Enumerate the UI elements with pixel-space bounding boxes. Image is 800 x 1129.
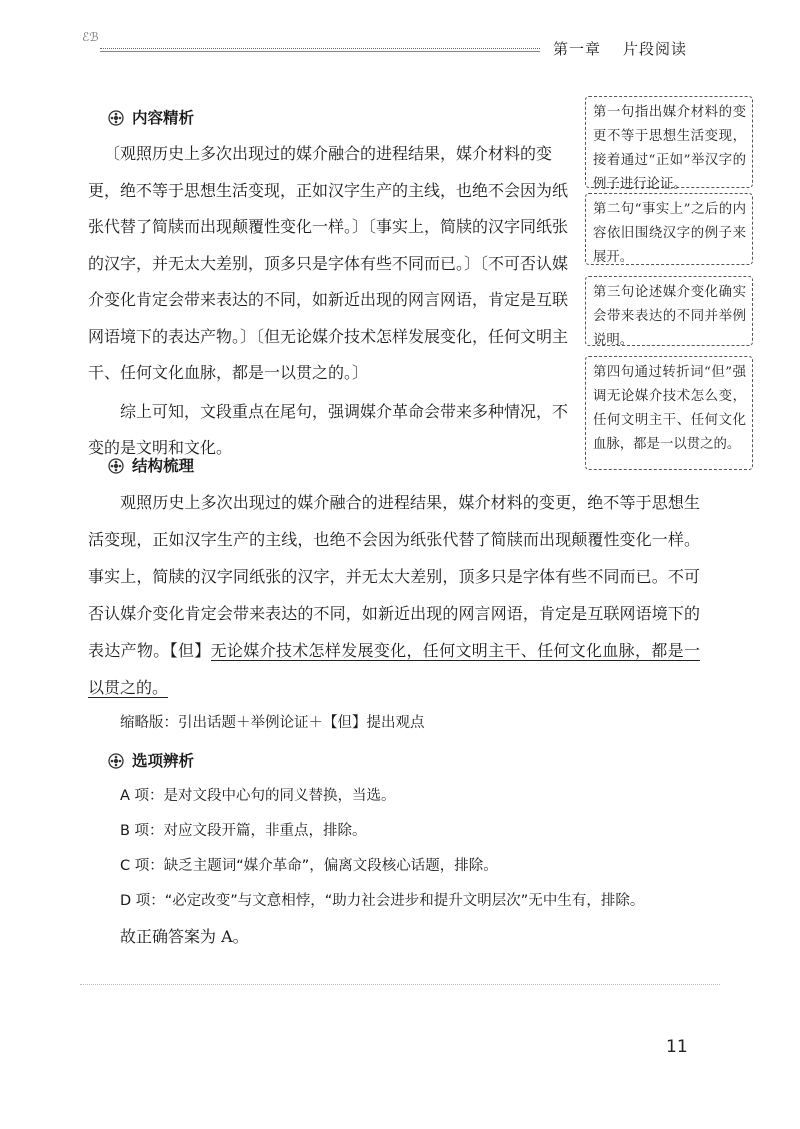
text-line: 的汉字，并无太大差别，顶多只是字体有些不同而已。〕〔不可否认媒 (88, 253, 569, 273)
heading-text: 内容精析 (132, 108, 195, 127)
footer-rule (80, 984, 720, 985)
structure-paragraph (88, 484, 700, 706)
content-analysis-heading (88, 100, 580, 136)
side-note-2: 第二句“事实上”之后的内容依旧围绕汉字的例子来展开。 (585, 193, 753, 265)
header-rule-solid (100, 51, 540, 52)
option-b: B 项：对应文段开篇，非重点，排除。 (120, 823, 367, 839)
condensed-version: 缩略版：引出话题＋举例论证＋【但】提出观点 (120, 715, 425, 731)
turn-marker: 【但】 (169, 641, 211, 660)
option-d: D 项：“必定改变”与文意相悖，“助力社会进步和提升文明层次”无中生有，排除。 (120, 893, 645, 909)
structure-section (88, 448, 700, 954)
flower-icon (108, 753, 124, 769)
chapter-title: 片段阅读 (623, 40, 688, 58)
text-line: 张代替了简牍而出现颠覆性变化一样。〕〔事实上，简牍的汉字同纸张 (88, 217, 569, 236)
option-a: A 项：是对文段中心句的同义替换，当选。 (120, 788, 396, 804)
options-heading (88, 743, 700, 779)
side-note-4: 第四句通过转折词“但”强调无论媒介技术怎么变，任何文明主干、任何文化血脉，都是一以贯之的。 (585, 356, 753, 470)
text-line: 网语境下的表达产物。〕〔但无论媒介技术怎样发展变化，任何文明主 (88, 326, 569, 346)
side-note-3: 第三句论述媒介变化确实会带来表达的不同并举例说明。 (585, 276, 753, 346)
structure-heading (88, 448, 700, 484)
answer: 故正确答案为 A。 (120, 927, 249, 946)
text-line: 综上可知，文段重点在尾句，强调媒介革命会带来多种情况，不 (120, 401, 569, 421)
analysis-paragraph (88, 136, 580, 392)
key-sentence: 无论媒介技术怎样发展变化，任何文明主干、任何文化血脉，都是一以贯之的。 (88, 641, 700, 697)
text-line: 干、任何文化血脉，都是一以贯之的。〕 (88, 363, 369, 382)
text-line: 〔观照历史上多次出现过的媒介融合的进程结果，媒介材料的变 (104, 144, 553, 163)
structure-text: 观照历史上多次出现过的媒介融合的进程结果，媒介材料的变更，绝不等于思想生活变现，正如汉字生产的主线，也绝不会因为纸张代替了简牍而出现颠覆性变化一样。事实上，简牍的汉字同纸张的汉字，并无太大差别，顶多只是字体有些不同而已。不可否认媒介变化肯定会带来表达的不同，如新近出现的网言网语，肯定是互联网语境下的表达产物。 (88, 493, 700, 660)
chapter-number: 第一章 (553, 40, 602, 58)
text-line: 更，绝不等于思想生活变现，正如汉字生产的主线，也绝不会因为纸 (88, 180, 569, 200)
option-c: C 项：缺乏主题词“媒介革命”，偏离文段核心话题，排除。 (120, 858, 498, 874)
flower-icon (108, 458, 124, 474)
header-logo: ℰℬ (82, 30, 99, 44)
text-line: 变的是文明和文化。 (88, 438, 233, 457)
header-rule (100, 48, 540, 49)
heading-text: 结构梳理 (132, 456, 195, 475)
flower-icon (108, 110, 124, 126)
content-analysis-section (88, 100, 580, 467)
text-line: 介变化肯定会带来表达的不同，如新近出现的网言网语，肯定是互联 (88, 290, 569, 309)
side-note-1: 第一句指出媒介材料的变更不等于思想生活变现，接着通过“正如”举汉字的例子进行论证。 (585, 96, 753, 188)
heading-text: 选项辨析 (132, 751, 195, 770)
page-number: 11 (666, 1037, 688, 1057)
header-chapter (553, 38, 687, 59)
